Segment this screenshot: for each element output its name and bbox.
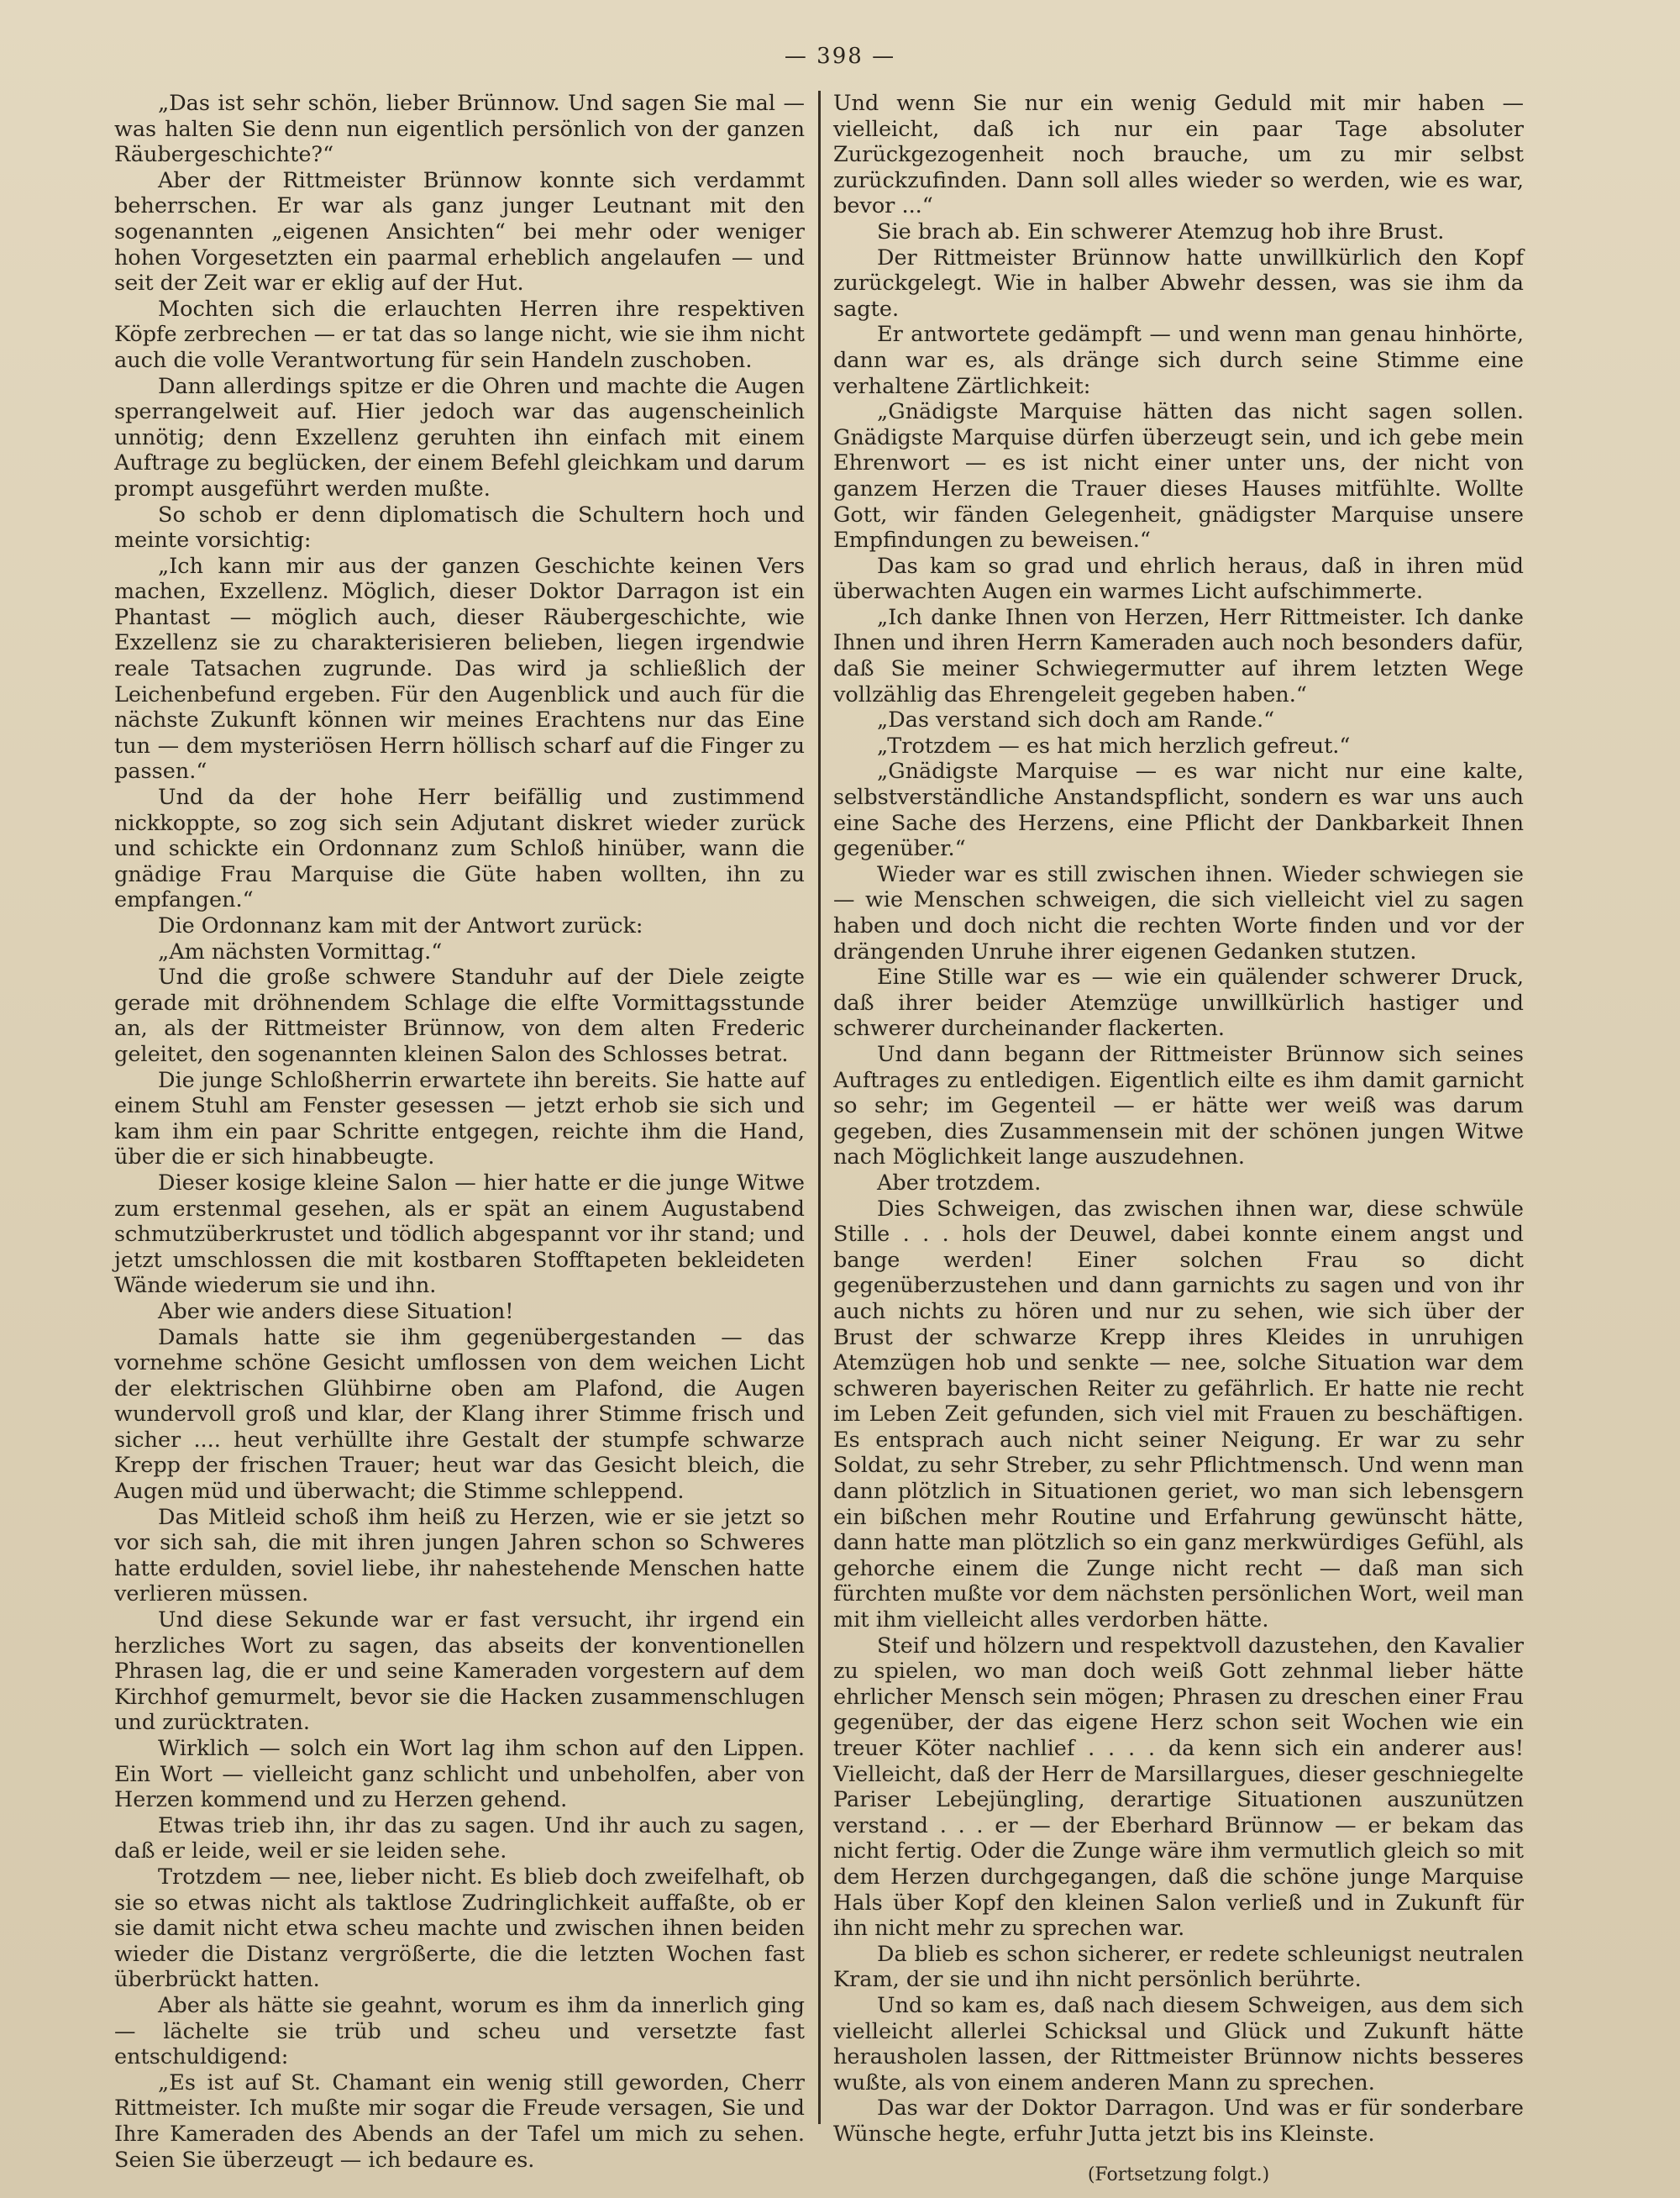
paragraph: Und wenn Sie nur ein wenig Geduld mit mir haben — vielleicht, daß ich nur ein paar Tage absoluter Zurückgezogenheit noch brauche, um zu mir selbst zurückzufinden. Dann soll alles wieder so werden, wie es war, bevor ...“ [833, 91, 1524, 219]
paragraph: Und diese Sekunde war er fast versucht, ihr irgend ein herzliches Wort zu sagen, das abseits der konventionellen Phrasen lag, die er und seine Kameraden vorgestern auf dem Kirchhof gemurmelt, bevor sie die Hacken zusammenschlugen und zurücktraten. [114, 1607, 805, 1736]
paragraph: Der Rittmeister Brünnow hatte unwillkürlich den Kopf zurückgelegt. Wie in halber Abwehr dessen, was sie ihm da sagte. [833, 245, 1524, 322]
paragraph: Und dann begann der Rittmeister Brünnow sich seines Auftrages zu entledigen. Eigentlich eilte es ihm damit garnicht so sehr; im Gegenteil — er hätte wer weiß was darum gegeben, dies Zusammensein mit der schönen jungen Witwe nach Möglichkeit lange auszudehnen. [833, 1041, 1524, 1170]
paragraph: Steif und hölzern und respektvoll dazustehen, den Kavalier zu spielen, wo man doch weiß Gott zehnmal lieber hätte ehrlicher Mensch sein mögen; Phrasen zu dreschen einer Frau gegenüber, der das eigene Herz schon seit Wochen wie ein treuer Köter nachlief . . . . da kenn sich ein anderer aus! Vielleicht, daß der Herr de Marsillargues, dieser geschniegelte Pariser Lebejüngling, derartige Situationen auszunützen verstand . . . er — der Eberhard Brünnow — er bekam das nicht fertig. Oder die Zunge wäre ihm vermutlich gleich so mit dem Herzen durchgegangen, daß die schöne junge Marquise Hals über Kopf den kleinen Salon verließ und in Zukunft für ihn nicht mehr zu sprechen war. [833, 1633, 1524, 1942]
paragraph: Aber trotzdem. [877, 1170, 1042, 1196]
paragraph: Wieder war es still zwischen ihnen. Wieder schwiegen sie — wie Menschen schweigen, die sich vielleicht viel zu sagen haben und doch nicht die rechten Worte finden und vor der drängenden Unruhe ihrer eigenen Gedanken stutzen. [833, 861, 1524, 965]
paragraph: Das kam so grad und ehrlich heraus, daß in ihren müd überwachten Augen ein warmes Licht aufschimmerte. [833, 553, 1524, 605]
paragraph: Er antwortete gedämpft — und wenn man genau hinhörte, dann war es, als dränge sich durch seine Stimme eine verhaltene Zärtlichkeit: [833, 322, 1524, 399]
paragraph: „Am nächsten Vormittag.“ [158, 939, 443, 965]
paragraph: „Trotzdem — es hat mich herzlich gefreut.“ [877, 733, 1351, 759]
paragraph: Mochten sich die erlauchten Herren ihre respektiven Köpfe zerbrechen — er tat das so lange nicht, wie sie ihm nicht auch die volle Verantwortung für sein Handeln zuschoben. [114, 296, 805, 373]
paragraph: Wirklich — solch ein Wort lag ihm schon auf den Lippen. Ein Wort — vielleicht ganz schlicht und unbeholfen, aber von Herzen kommend und zu Herzen gehend. [114, 1736, 805, 1813]
paragraph: Das Mitleid schoß ihm heiß zu Herzen, wie er sie jetzt so vor sich sah, die mit ihren jungen Jahren schon so Schweres hatte erdulden, soviel liebe, ihr nahestehende Menschen hatte verlieren müssen. [114, 1504, 805, 1607]
paragraph: Dann allerdings spitze er die Ohren und machte die Augen sperrangelweit auf. Hier jedoch war das augenscheinlich unnötig; denn Exzellenz geruhten ihn einfach mit einem Auftrage zu beglücken, der einem Befehl gleichkam und darum prompt ausgeführt werden mußte. [114, 373, 805, 502]
paragraph: Das war der Doktor Darragon. Und was er für sonderbare Wünsche hegte, erfuhr Jutta jetzt bis ins Kleinste. [833, 2095, 1524, 2147]
paragraph: Eine Stille war es — wie ein quälender schwerer Druck, daß ihrer beider Atemzüge unwillkürlich hastiger und schwerer durcheinander flackerten. [833, 965, 1524, 1042]
paragraph: „Es ist auf St. Chamant ein wenig still geworden, Cherr Rittmeister. Ich mußte mir sogar die Freude versagen, Sie und Ihre Kameraden des Abends an der Tafel um mich zu sehen. Seien Sie überzeugt — ich bedaure es. [114, 2069, 805, 2173]
paragraph: So schob er denn diplomatisch die Schultern hoch und meinte vorsichtig: [114, 502, 805, 554]
paragraph: „Ich danke Ihnen von Herzen, Herr Rittmeister. Ich danke Ihnen und ihren Herrn Kameraden auch noch besonders dafür, daß Sie meiner Schwiegermutter auf ihrem letzten Wege vollzählig das Ehrengeleit gegeben haben.“ [833, 604, 1524, 707]
paragraph: „Ich kann mir aus der ganzen Geschichte keinen Vers machen, Exzellenz. Möglich, dieser Doktor Darragon ist ein Phantast — möglich auch, dieser Räubergeschichte, wie Exzellenz sie zu charakterisieren belieben, liegen irgendwie reale Tatsachen zugrunde. Das wird ja schließlich der Leichenbefund ergeben. Für den Augenblick und auch für die nächste Zukunft können wir meines Erachtens nur das Eine tun — dem mysteriösen Herrn höllisch scharf auf die Finger zu passen.“ [114, 553, 805, 785]
paragraph: Die Ordonnanz kam mit der Antwort zurück: [158, 913, 643, 939]
paragraph: Aber als hätte sie geahnt, worum es ihm da innerlich ging — lächelte sie trüb und scheu und versetzte fast entschuldigend: [114, 1992, 805, 2070]
paragraph: Trotzdem — nee, lieber nicht. Es blieb doch zweifelhaft, ob sie so etwas nicht als taktlose Zudringlichkeit auffaßte, ob er sie damit nicht etwa scheu machte und zwischen ihnen beiden wieder die Distanz vergrößerte, die die letzten Wochen fast überbrückt hatten. [114, 1864, 805, 1993]
paragraph: Etwas trieb ihn, ihr das zu sagen. Und ihr auch zu sagen, daß er leide, weil er sie leiden sehe. [114, 1812, 805, 1864]
paragraph: Aber wie anders diese Situation! [158, 1298, 514, 1324]
column-divider [818, 91, 821, 2124]
paragraph: Damals hatte sie ihm gegenübergestanden — das vornehme schöne Gesicht umflossen von dem weichen Licht der elektrischen Glühbirne oben am Plafond, die Augen wundervoll groß und klar, der Klang ihrer Stimme frisch und sicher .... heut verhüllte ihre Gestalt der stumpfe schwarze Krepp der frischen Trauer; heut war das Gesicht bleich, die Augen müd und überwacht; die Stimme schleppend. [114, 1324, 805, 1505]
paragraph: Sie brach ab. Ein schwerer Atemzug hob ihre Brust. [877, 218, 1445, 245]
paragraph: Dies Schweigen, das zwischen ihnen war, diese schwüle Stille . . . hols der Deuwel, dabei konnte einem angst und bange werden! Einer solchen Frau so dicht gegenüberzustehen und dann garnichts zu sagen und von ihr auch nichts zu hören und nur zu sehen, wie sich über der Brust der schwarze Krepp ihres Kleides in unruhigen Atemzügen hob und senkte — nee, solche Situation war dem schweren bayerischen Reiter zu gefährlich. Er hatte nie recht im Leben Zeit gefunden, sich viel mit Frauen zu beschäftigen. Es entsprach auch nicht seiner Neigung. Er war zu sehr Soldat, zu sehr Streber, zu sehr Pflichtmensch. Und wenn man dann plötzlich in Situationen geriet, wo man sich lebensgern ein bißchen mehr Routine und Erfahrung gewünscht hätte, dann hatte man plötzlich so ein ganz merkwürdiges Gefühl, als gehorche einem die Zunge nicht recht — daß man sich fürchten mußte vor dem nächsten persönlichen Wort, weil man mit ihm vielleicht alles verdorben hätte. [833, 1196, 1524, 1633]
paragraph: „Das verstand sich doch am Rande.“ [877, 707, 1275, 734]
paragraph: „Gnädigste Marquise — es war nicht nur eine kalte, selbstverständliche Anstandspflicht, sondern es war uns auch eine Sache des Herzens, eine Pflicht der Dankbarkeit Ihnen gegenüber.“ [833, 759, 1524, 862]
paragraph: Da blieb es schon sicherer, er redete schleunigst neutralen Kram, der sie und ihn nicht persönlich berührte. [833, 1941, 1524, 1993]
paragraph: „Gnädigste Marquise hätten das nicht sagen sollen. Gnädigste Marquise dürfen überzeugt sein, und ich gebe mein Ehrenwort — es ist nicht einer unter uns, der nicht von ganzem Herzen die Trauer dieses Hauses mitfühlte. Wollte Gott, wir fänden Gelegenheit, gnädigster Marquise unsere Empfindungen zu beweisen.“ [833, 399, 1524, 554]
left-column [114, 91, 805, 2173]
paragraph: Und die große schwere Standuhr auf der Diele zeigte gerade mit dröhnendem Schlage die elfte Vormittagsstunde an, als der Rittmeister Brünnow, von dem alten Frederic geleitet, den sogenannten kleinen Salon des Schlosses betrat. [114, 965, 805, 1067]
continuation-note: (Fortsetzung folgt.) [1087, 2164, 1270, 2185]
paragraph: Aber der Rittmeister Brünnow konnte sich verdammt beherrschen. Er war als ganz junger Leutnant mit den sogenannten „eigenen Ansichten“ bei mehr oder weniger hohen Vorgesetzten ein paarmal erheblich angelaufen — und seit der Zeit war er eklig auf der Hut. [114, 167, 805, 297]
paragraph: Dieser kosige kleine Salon — hier hatte er die junge Witwe zum erstenmal gesehen, als er spät an einem Augustabend schmutzüberkrustet und tödlich abgespannt vor ihr stand; und jetzt umschlossen die mit kostbaren Stofftapeten bekleideten Wände wiederum sie und ihn. [114, 1170, 805, 1299]
page-number: — 398 — [784, 44, 896, 69]
paragraph: Und da der hohe Herr beifällig und zustimmend nickkoppte, so zog sich sein Adjutant diskret wieder zurück und schickte ein Ordonnanz zum Schloß hinüber, wann die gnädige Frau Marquise die Güte haben wollten, ihn zu empfangen.“ [114, 785, 805, 913]
right-column [833, 91, 1524, 2185]
paragraph: „Das ist sehr schön, lieber Brünnow. Und sagen Sie mal — was halten Sie denn nun eigentlich persönlich von der ganzen Räubergeschichte?“ [114, 91, 805, 168]
paragraph: Die junge Schloßherrin erwartete ihn bereits. Sie hatte auf einem Stuhl am Fenster gesessen — jetzt erhob sie sich und kam ihm ein paar Schritte entgegen, reichte ihm die Hand, über die er sich hinabbeugte. [114, 1067, 805, 1170]
paragraph: Und so kam es, daß nach diesem Schweigen, aus dem sich vielleicht allerlei Schicksal und Glück und Zukunft hätte herausholen lassen, der Rittmeister Brünnow nichts besseres wußte, als von einem anderen Mann zu sprechen. [833, 1992, 1524, 2095]
